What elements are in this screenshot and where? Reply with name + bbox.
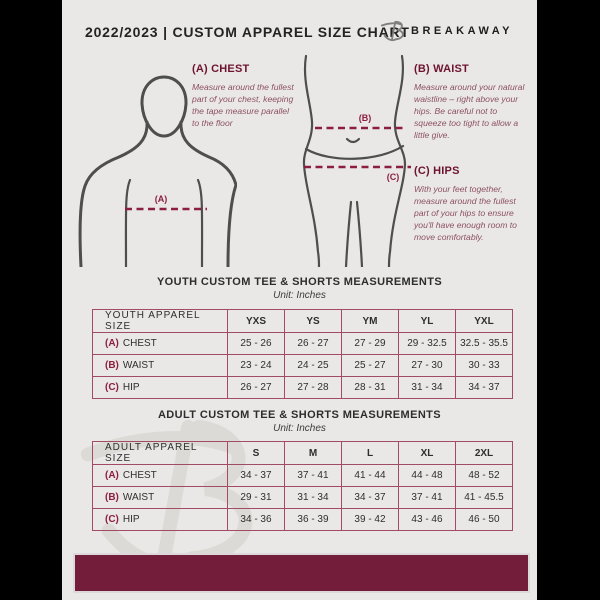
size-column-header: YL	[399, 310, 456, 333]
size-column-header: 2XL	[456, 442, 513, 465]
row-label	[93, 465, 228, 487]
table-cell: 27 - 29	[342, 333, 399, 355]
size-column-header: YXS	[228, 310, 285, 333]
table-cell: 27 - 28	[285, 377, 342, 399]
table-cell: 37 - 41	[399, 487, 456, 509]
table-cell: 37 - 41	[285, 465, 342, 487]
row-label-text: CHEST	[122, 338, 157, 349]
row-label-text: WAIST	[122, 360, 155, 371]
adult-unit-label: Unit: Inches	[273, 423, 326, 434]
table-cell: 39 - 42	[342, 509, 399, 531]
table-cell: 28 - 31	[342, 377, 399, 399]
hips-guide-text: With your feet together, measure around the fullest part of your hips to ensure you'll have enough room to move comfortably.	[414, 184, 517, 243]
waist-line-label: (B)	[358, 113, 372, 123]
table-cell: 34 - 37	[228, 465, 285, 487]
row-label-prefix: (C)	[105, 514, 119, 525]
row-label-text: HIP	[122, 514, 140, 525]
table-cell: 34 - 37	[342, 487, 399, 509]
waist-guide-heading: (B) WAIST	[414, 63, 469, 75]
row-label-prefix: (A)	[105, 470, 119, 481]
size-column-header: XL	[399, 442, 456, 465]
waist-guide-text: Measure around your natural waistline – right above your hips. Be careful not to squeeze too tight to allow a little give.	[414, 82, 525, 141]
youth-section-title: YOUTH CUSTOM TEE & SHORTS MEASUREMENTS	[156, 276, 443, 288]
table-cell: 23 - 24	[228, 355, 285, 377]
table-row	[93, 487, 513, 509]
table-cell: 34 - 36	[228, 509, 285, 531]
table-row	[93, 509, 513, 531]
chest-guide-heading: (A) CHEST	[192, 63, 250, 75]
chest-guide-text: Measure around the fullest part of your chest, keeping the tape measure parallel to the floor	[192, 82, 294, 129]
table-cell: 24 - 25	[285, 355, 342, 377]
size-column-header: YS	[285, 310, 342, 333]
waist-guide	[414, 63, 526, 141]
page-title: 2022/2023 | CUSTOM APPAREL SIZE CHART	[85, 24, 410, 40]
row-label	[93, 487, 228, 509]
table-cell: 31 - 34	[399, 377, 456, 399]
youth-unit-label: Unit: Inches	[273, 290, 326, 301]
table-cell: 27 - 30	[399, 355, 456, 377]
chest-guide	[192, 63, 296, 129]
row-label	[93, 333, 228, 355]
row-label-prefix: (B)	[105, 492, 119, 503]
row-label-text: CHEST	[122, 470, 157, 481]
chest-line-label: (A)	[154, 194, 168, 204]
table-cell: 25 - 27	[342, 355, 399, 377]
breakaway-logo-icon	[380, 18, 404, 44]
table-cell: 43 - 46	[399, 509, 456, 531]
footer-bar	[73, 553, 530, 593]
row-label-text: WAIST	[122, 492, 155, 503]
row-label	[93, 509, 228, 531]
table-cell: 31 - 34	[285, 487, 342, 509]
table-row	[93, 465, 513, 487]
row-label-text: HIP	[122, 382, 140, 393]
size-column-header: S	[228, 442, 285, 465]
row-label	[93, 355, 228, 377]
row-label-prefix: (A)	[105, 338, 119, 349]
adult-section-title: ADULT CUSTOM TEE & SHORTS MEASUREMENTS	[157, 409, 442, 421]
row-label-prefix: (B)	[105, 360, 119, 371]
table-header-label: YOUTH APPAREL SIZE	[93, 310, 228, 333]
table-cell: 29 - 32.5	[399, 333, 456, 355]
brand-lockup	[380, 18, 513, 44]
table-row	[93, 377, 513, 399]
table-row	[93, 355, 513, 377]
table-cell: 41 - 45.5	[456, 487, 513, 509]
size-chart-page	[62, 0, 537, 600]
table-cell: 29 - 31	[228, 487, 285, 509]
row-label	[93, 377, 228, 399]
youth-size-table	[92, 309, 513, 399]
table-header-row	[93, 310, 513, 333]
table-cell: 25 - 26	[228, 333, 285, 355]
hips-guide-heading: (C) HIPS	[414, 165, 460, 177]
adult-size-table	[92, 441, 513, 531]
table-cell: 41 - 44	[342, 465, 399, 487]
table-cell: 36 - 39	[285, 509, 342, 531]
table-cell: 48 - 52	[456, 465, 513, 487]
hip-line-label: (C)	[386, 172, 400, 182]
size-column-header: YXL	[456, 310, 513, 333]
table-cell: 34 - 37	[456, 377, 513, 399]
brand-name: BREAKAWAY	[411, 25, 513, 37]
table-header-row	[93, 442, 513, 465]
table-cell: 46 - 50	[456, 509, 513, 531]
row-label-prefix: (C)	[105, 382, 119, 393]
table-cell: 30 - 33	[456, 355, 513, 377]
table-header-label: ADULT APPAREL SIZE	[93, 442, 228, 465]
table-cell: 44 - 48	[399, 465, 456, 487]
size-column-header: YM	[342, 310, 399, 333]
table-cell: 26 - 27	[228, 377, 285, 399]
hips-guide	[414, 165, 526, 243]
lower-body-diagram	[290, 52, 420, 267]
table-row	[93, 333, 513, 355]
table-cell: 26 - 27	[285, 333, 342, 355]
size-column-header: M	[285, 442, 342, 465]
size-column-header: L	[342, 442, 399, 465]
table-cell: 32.5 - 35.5	[456, 333, 513, 355]
